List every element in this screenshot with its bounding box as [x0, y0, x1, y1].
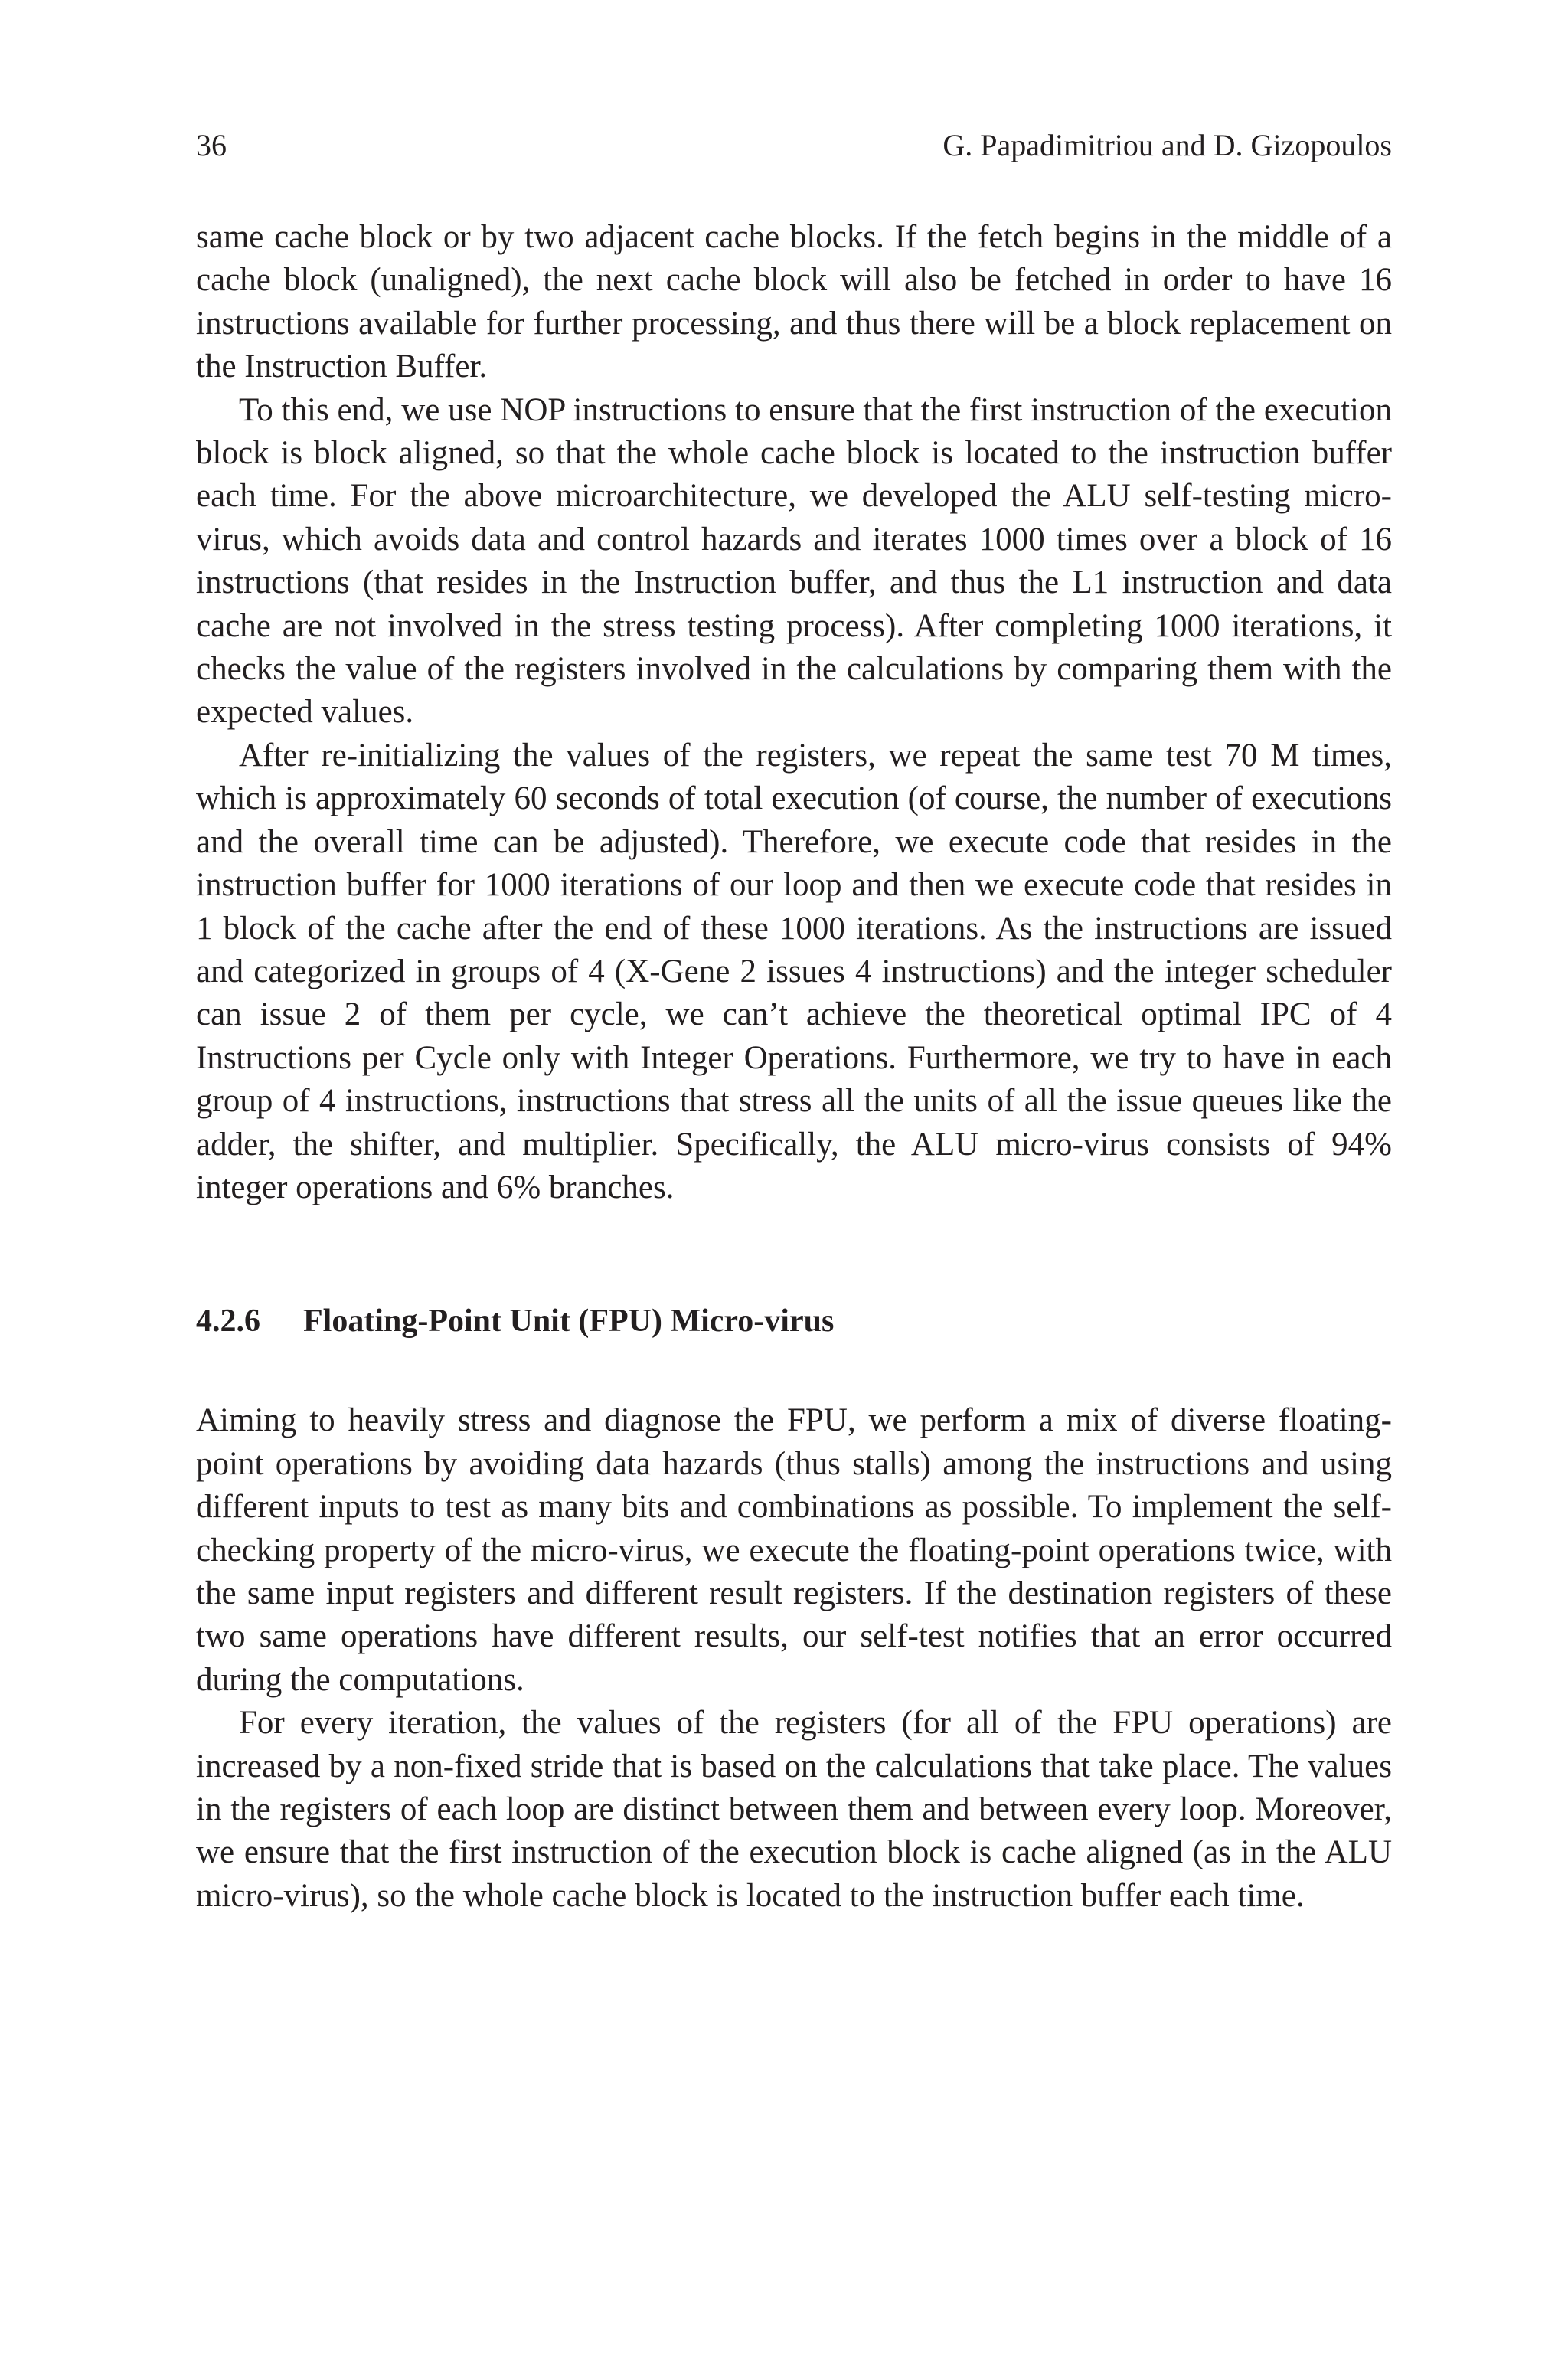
paragraph-reinitializing-registers: After re-initializing the values of the registers, we repeat the same test 70 M times, which is approximately 60 seconds of total execution (of course, the number of executions and the overall time can be adjusted). Therefore, we execute code that resides in the instruction buffer for 1000 iterations of our loop and then we execute code that resides in 1 block of the cache after the end of these 1000 iterations. As the instructions are issued and categorized in groups of 4 (X-Gene 2 issues 4 instructions) and the integer scheduler can issue 2 of them per cycle, we can’t achieve the theoretical optimal IPC of 4 Instructions per Cycle only with Integer Operations. Furthermore, we try to have in each group of 4 instructions, instructions that stress all the units of all the issue queues like the adder, the shifter, and multiplier. Specifically, the ALU micro-virus consists of 94% integer operations and 6% branches.: [196, 737, 1392, 1205]
section-number: 4.2.6: [196, 1303, 260, 1339]
paragraph-continuation: same cache block or by two adjacent cache blocks. If the fetch begins in the middle of a cache block (unaligned), the next cache block will also be fetched in order to have 16 instructions available for further processing, and thus there will be a block replacement on the Instruction Buffer.: [196, 219, 1392, 385]
running-head: [196, 127, 1392, 164]
body-text: [196, 216, 1392, 1918]
running-head-authors: G. Papadimitriou and D. Gizopoulos: [942, 128, 1392, 162]
paragraph-nop-instructions: To this end, we use NOP instructions to ensure that the first instruction of the execution block is block aligned, so that the whole cache block is located to the instruction buffer each time. For the above microarchitecture, we developed the ALU self-testing micro-virus, which avoids data and control hazards and iterates 1000 times over a block of 16 instructions (that resides in the Instruction buffer, and thus the L1 instruction and data cache are not involved in the stress testing process). After completing 1000 iterations, it checks the value of the registers involved in the calculations by comparing them with the expected values.: [196, 391, 1392, 731]
page-number: 36: [196, 128, 227, 162]
paragraph-fpu-stress: Aiming to heavily stress and diagnose the FPU, we perform a mix of diverse floating-point operations by avoiding data hazards (thus stalls) among the instructions and using different inputs to test as many bits and combinations as possible. To implement the self-checking property of the micro-virus, we execute the floating-point operations twice, with the same input registers and different result registers. If the destination registers of these two same operations have different results, our self-test notifies that an error occurred during the computations.: [196, 1402, 1392, 1698]
section-title: Floating-Point Unit (FPU) Micro-virus: [303, 1303, 835, 1339]
paragraph-fpu-iterations: For every iteration, the values of the registers (for all of the FPU operations) are increased by a non-fixed stride that is based on the calculations that take place. The values in the registers of each loop are distinct between them and between every loop. Moreover, we ensure that the first instruction of the execution block is cache aligned (as in the ALU micro-virus), so the whole cache block is located to the instruction buffer each time.: [196, 1705, 1392, 1914]
section-heading: [196, 1300, 1392, 1343]
